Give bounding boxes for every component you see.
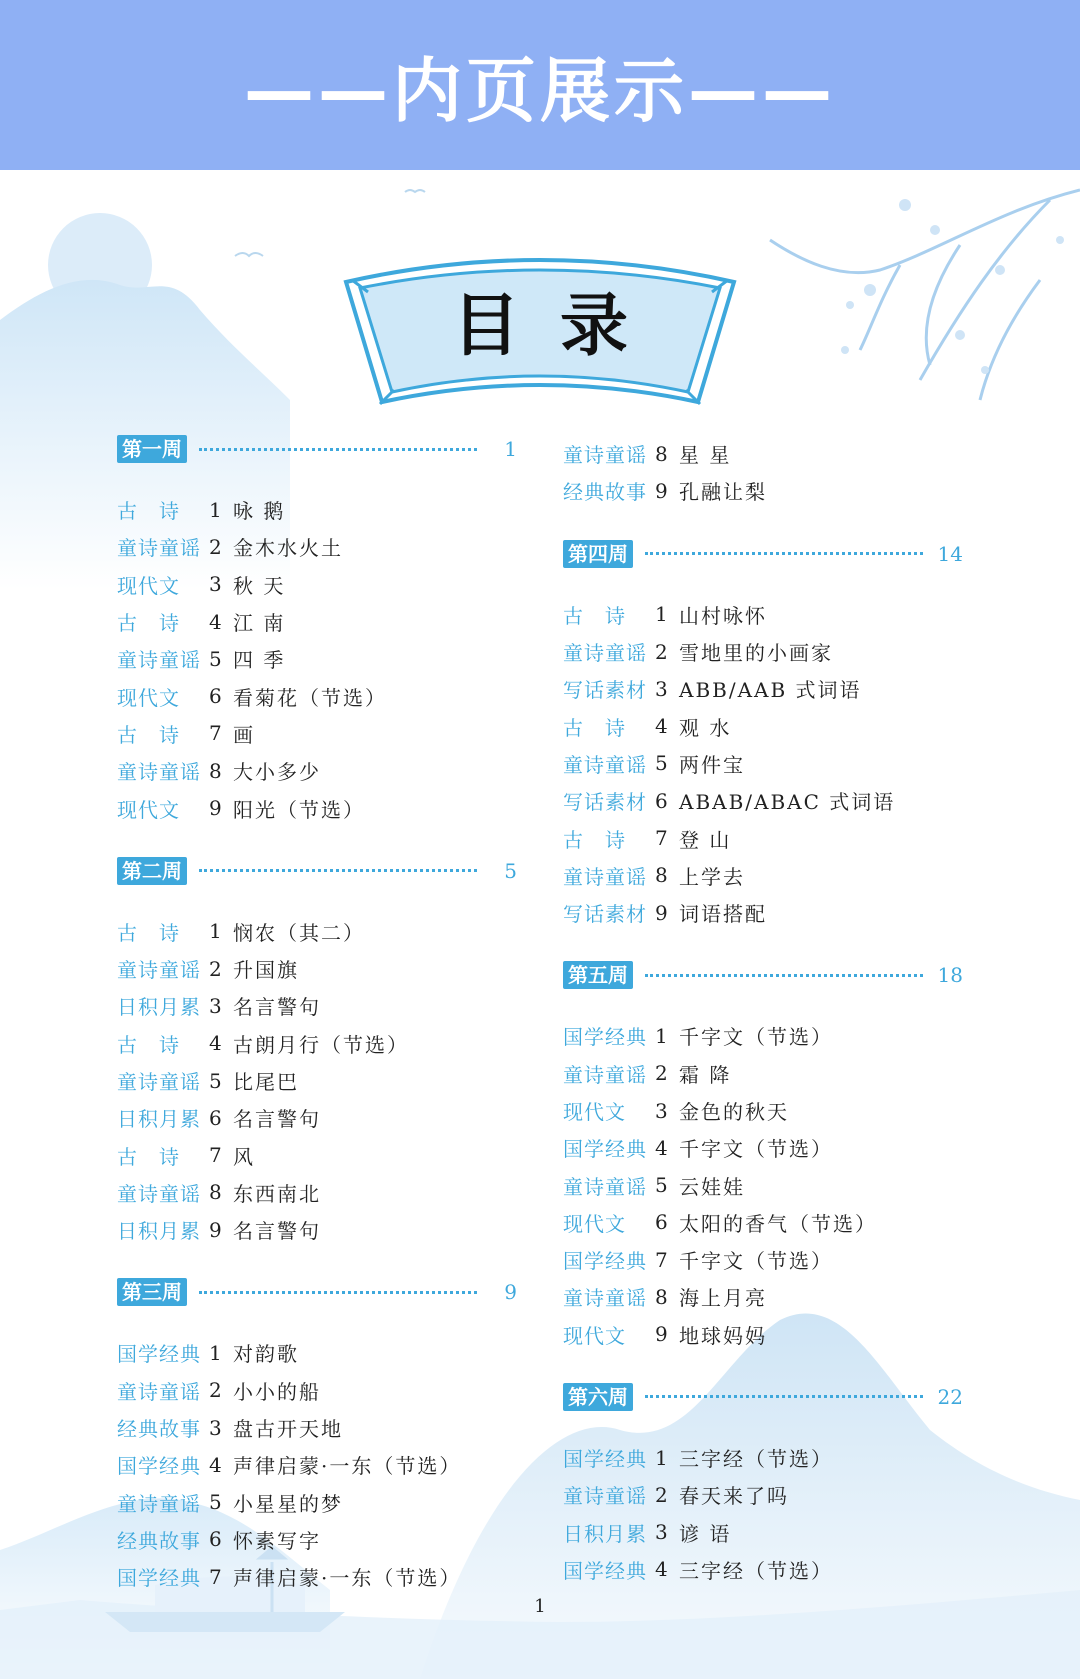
entry-category: 古 诗 [117,611,180,636]
toc-entry[interactable] [563,472,963,509]
entry-title: 对韵歌 [233,1342,299,1367]
entry-category: 写话素材 [563,678,647,703]
page-number: 1 [534,1596,546,1617]
entry-category: 童诗童谣 [563,641,647,666]
entry-title: 三字经（节选） [679,1447,833,1472]
entry-number: 2 [655,639,668,664]
entry-title: 升国旗 [233,958,299,983]
entry-number: 9 [655,1322,668,1347]
entry-title: 春天来了吗 [679,1484,789,1509]
entry-category: 国学经典 [563,1558,647,1583]
entry-title: 大小多少 [233,760,321,785]
header-banner [0,0,1080,170]
entry-title: 秋 天 [233,573,286,598]
entry-category: 日积月累 [563,1521,647,1546]
entry-number: 1 [209,919,222,944]
entry-title: 咏 鹅 [233,499,286,524]
toc-entry[interactable] [117,1409,517,1446]
toc-entry[interactable] [563,1129,963,1166]
entry-number: 1 [655,1445,668,1470]
entry-category: 古 诗 [563,603,626,628]
week-label: 第三周 [117,1278,187,1306]
entry-title: 观 水 [679,715,732,740]
entry-category: 古 诗 [117,499,180,524]
week-label: 第一周 [117,435,187,463]
week-label: 第四周 [563,540,633,568]
toc-entry[interactable] [117,950,517,987]
entry-number: 9 [209,1217,222,1242]
entry-title: 小小的船 [233,1379,321,1404]
entry-number: 7 [209,1564,222,1589]
entry-number: 4 [209,1031,222,1056]
entry-category: 经典故事 [563,480,647,505]
toc-entry[interactable] [563,1055,963,1092]
toc-entry[interactable] [563,1316,963,1353]
toc-entry[interactable] [563,1278,963,1315]
toc-entry[interactable] [563,1204,963,1241]
entry-category: 现代文 [563,1323,626,1348]
entry-title: 名言警句 [233,1107,321,1132]
toc-entry[interactable] [117,640,517,677]
toc-entry[interactable] [117,913,517,950]
entry-category: 现代文 [117,797,180,822]
toc-entry[interactable] [117,1136,517,1173]
leader-dots [645,974,923,977]
entry-number: 5 [209,646,222,671]
entry-category: 现代文 [563,1100,626,1124]
entry-title: 古朗月行（节选） [233,1032,409,1057]
week-page-number: 1 [504,437,517,461]
toc-left-column [117,433,517,1595]
entry-number: 5 [655,1173,668,1198]
entry-number: 1 [209,1340,222,1365]
entry-category: 童诗童谣 [563,1286,647,1311]
toc-entry[interactable] [563,1241,963,1278]
entry-number: 1 [655,1023,668,1048]
entry-category: 古 诗 [117,1032,180,1057]
toc-entry[interactable] [563,633,963,670]
entry-title: ABB/AAB 式词语 [679,678,862,703]
entry-number: 7 [209,721,222,746]
toc-entry[interactable] [563,894,963,931]
entry-number: 4 [209,1452,222,1477]
toc-entry[interactable] [117,1484,517,1521]
toc-entry[interactable] [563,1166,963,1203]
week-page-number: 9 [504,1280,517,1305]
week-header[interactable] [117,855,517,887]
entry-category: 写话素材 [563,902,647,927]
toc-entry[interactable] [117,1211,517,1248]
entry-title: 谚 语 [679,1521,732,1546]
entry-number: 3 [655,676,668,701]
entry-number: 8 [655,1284,668,1309]
leader-dots [645,552,923,555]
toc-entry[interactable] [117,987,517,1024]
entry-number: 8 [209,758,222,783]
entry-category: 国学经典 [117,1566,201,1591]
toc-entry[interactable] [117,1521,517,1558]
entry-number: 4 [209,609,222,634]
entry-title: 上学去 [679,864,745,889]
week-label: 第五周 [563,961,633,989]
entry-title: 霜 降 [679,1062,732,1087]
entry-title: ABAB/ABAC 式词语 [679,790,896,815]
entry-category: 童诗童谣 [117,1491,201,1516]
toc-entry[interactable] [563,745,963,782]
week-page-number: 22 [937,1384,963,1409]
toc-entry[interactable] [563,1514,963,1551]
leader-dots [645,1395,923,1398]
entry-number: 2 [209,534,222,559]
entry-number: 5 [209,1490,222,1515]
entry-title: 声律启蒙·一东（节选） [233,1566,462,1591]
entry-title: 金色的秋天 [679,1100,789,1124]
entry-category: 童诗童谣 [563,864,647,889]
entry-category: 经典故事 [117,1417,201,1442]
toc-entry[interactable] [117,1372,517,1409]
plum-branch-icon [770,190,1080,400]
entry-number: 3 [655,1098,668,1123]
week-header[interactable] [563,538,963,570]
entry-title: 四 季 [233,648,286,673]
entry-title: 云娃娃 [679,1174,745,1199]
entry-title: 声律启蒙·一东（节选） [233,1454,462,1479]
entry-title: 风 [233,1144,255,1169]
entry-number: 3 [655,1520,668,1545]
toc-entry[interactable] [117,1558,517,1595]
entry-category: 童诗童谣 [563,1174,647,1199]
entry-number: 5 [209,1068,222,1093]
toc-entry[interactable] [563,1092,963,1129]
entry-category: 国学经典 [117,1342,201,1367]
toc-entry[interactable] [117,752,517,789]
entry-title: 千字文（节选） [679,1025,833,1050]
toc-entry[interactable] [563,1551,963,1588]
entry-category: 古 诗 [117,920,180,945]
entry-title: 海上月亮 [679,1286,767,1311]
entry-number: 5 [655,751,668,776]
toc-entry[interactable] [117,677,517,714]
entry-number: 6 [209,1527,222,1552]
entry-title: 星 星 [679,443,732,468]
week-page-number: 5 [504,858,517,883]
toc-entry[interactable] [117,528,517,565]
leader-dots [199,869,477,872]
week-label: 第六周 [563,1383,633,1411]
entry-title: 盘古开天地 [233,1417,343,1442]
entry-number: 3 [209,993,222,1018]
entry-number: 6 [655,1210,668,1235]
entry-category: 写话素材 [563,790,647,815]
week-page-number: 14 [937,541,963,566]
leader-dots [199,1291,477,1294]
entry-number: 9 [655,478,668,503]
toc-entry[interactable] [563,707,963,744]
banner-title: ——内页展示—— [244,49,836,132]
entry-category: 童诗童谣 [117,1379,201,1404]
toc-entry[interactable] [563,1439,963,1476]
toc-entry[interactable] [117,1062,517,1099]
entry-category: 童诗童谣 [117,648,201,673]
entry-number: 1 [209,497,222,522]
entry-number: 4 [655,1557,668,1582]
entry-category: 童诗童谣 [563,443,647,468]
entry-number: 4 [655,1135,668,1160]
toc-title: 目录 [451,286,668,366]
entry-number: 8 [655,863,668,888]
entry-category: 童诗童谣 [563,1062,647,1087]
entry-number: 7 [655,826,668,851]
entry-number: 9 [209,796,222,821]
entry-category: 日积月累 [117,1219,201,1244]
toc-entry[interactable] [117,603,517,640]
entry-category: 国学经典 [117,1454,201,1479]
toc-entry[interactable] [563,670,963,707]
entry-title: 名言警句 [233,1219,321,1244]
entry-category: 童诗童谣 [117,760,201,785]
entry-category: 国学经典 [563,1447,647,1472]
toc-entry[interactable] [117,1334,517,1371]
entry-category: 古 诗 [563,827,626,852]
toc-entry[interactable] [117,566,517,603]
entry-category: 日积月累 [117,1107,201,1132]
toc-entry[interactable] [117,1174,517,1211]
blossom-icons [841,199,1064,374]
toc-right-column [563,435,963,1588]
entry-category: 现代文 [563,1211,626,1236]
week-page-number: 18 [937,963,963,988]
entry-title: 三字经（节选） [679,1558,833,1583]
week-header[interactable] [117,1276,517,1308]
entry-category: 童诗童谣 [563,752,647,777]
entry-title: 两件宝 [679,752,745,777]
entry-category: 童诗童谣 [117,536,201,561]
entry-number: 1 [655,602,668,627]
week-label: 第二周 [117,857,187,885]
entry-category: 古 诗 [117,722,180,747]
entry-title: 小星星的梦 [233,1491,343,1516]
leader-dots [199,448,477,451]
entry-category: 经典故事 [117,1528,201,1553]
entry-title: 画 [233,722,255,747]
toc-entry[interactable] [117,1025,517,1062]
entry-category: 童诗童谣 [117,1181,201,1206]
entry-category: 现代文 [117,573,180,598]
toc-entry[interactable] [563,782,963,819]
entry-number: 7 [655,1247,668,1272]
entry-category: 童诗童谣 [563,1484,647,1509]
entry-number: 9 [655,900,668,925]
entry-number: 3 [209,1415,222,1440]
entry-title: 江 南 [233,611,286,636]
toc-entry[interactable] [117,1446,517,1483]
entry-number: 3 [209,572,222,597]
toc-entry[interactable] [117,715,517,752]
entry-number: 6 [209,684,222,709]
entry-title: 千字文（节选） [679,1137,833,1162]
entry-title: 千字文（节选） [679,1249,833,1274]
bird-icon [235,253,263,256]
bird-icon [405,190,425,192]
entry-title: 山村咏怀 [679,603,767,628]
toc-entry[interactable] [117,1099,517,1136]
toc-entry[interactable] [117,491,517,528]
entry-title: 太阳的香气（节选） [679,1211,877,1236]
entry-category: 童诗童谣 [117,1070,201,1094]
entry-number: 8 [655,441,668,466]
entry-number: 8 [209,1180,222,1205]
entry-title: 悯农（其二） [233,920,365,945]
entry-title: 比尾巴 [233,1070,299,1094]
entry-number: 2 [209,1378,222,1403]
entry-number: 2 [209,956,222,981]
toc-entry[interactable] [563,596,963,633]
week-header[interactable] [117,433,517,465]
toc-entry[interactable] [563,1476,963,1513]
entry-title: 词语搭配 [679,902,767,927]
entry-number: 7 [209,1143,222,1168]
toc-entry[interactable] [563,857,963,894]
entry-category: 古 诗 [563,715,626,740]
entry-category: 现代文 [117,685,180,710]
entry-number: 6 [655,788,668,813]
entry-number: 2 [655,1061,668,1086]
entry-number: 6 [209,1105,222,1130]
entry-category: 童诗童谣 [117,958,201,983]
entry-title: 地球妈妈 [679,1323,767,1348]
entry-title: 东西南北 [233,1181,321,1206]
toc-entry[interactable] [563,1017,963,1054]
entry-category: 国学经典 [563,1137,647,1162]
entry-category: 国学经典 [563,1025,647,1050]
toc-entry[interactable] [563,435,963,472]
entry-category: 古 诗 [117,1144,180,1169]
entry-number: 4 [655,714,668,739]
entry-title: 登 山 [679,827,732,852]
entry-category: 日积月累 [117,995,201,1020]
entry-title: 雪地里的小画家 [679,641,833,666]
toc-entry[interactable] [117,789,517,826]
week-header[interactable] [563,1381,963,1413]
entry-title: 看菊花（节选） [233,685,387,710]
entry-title: 金木水火土 [233,536,343,561]
week-header[interactable] [563,959,963,991]
toc-entry[interactable] [563,819,963,856]
entry-category: 国学经典 [563,1249,647,1274]
entry-title: 怀素写字 [233,1528,321,1553]
entry-title: 孔融让梨 [679,480,767,505]
entry-title: 名言警句 [233,995,321,1020]
entry-title: 阳光（节选） [233,797,365,822]
entry-number: 2 [655,1482,668,1507]
